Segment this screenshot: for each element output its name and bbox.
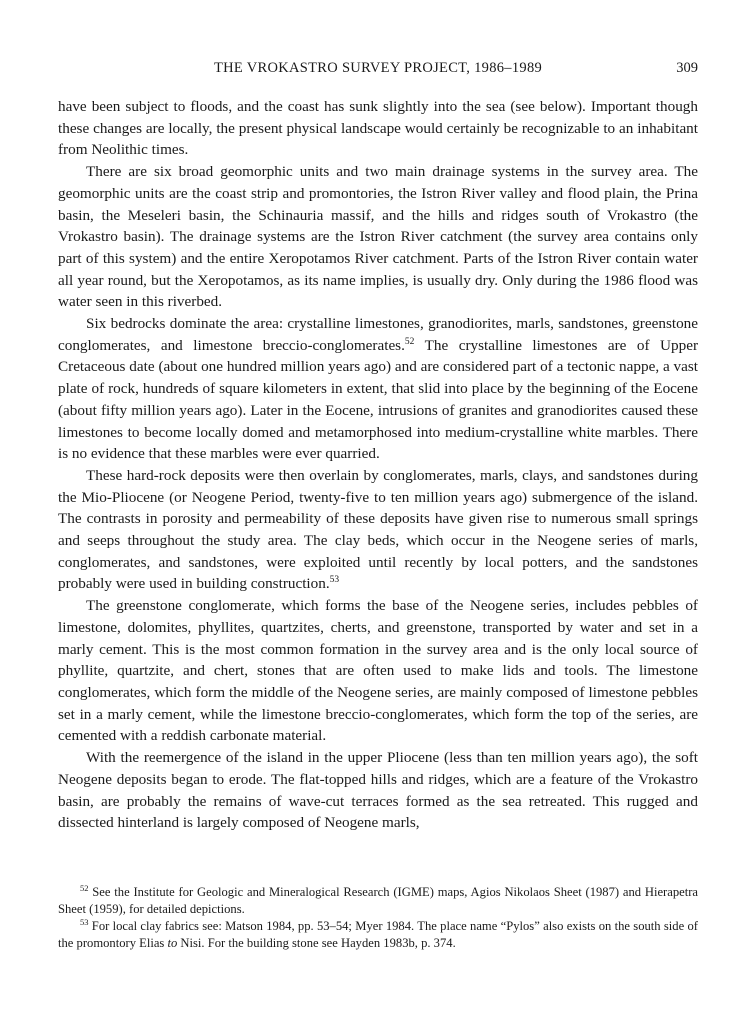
- paragraph-3-text-b: The crystalline limestones are of Upper Cretaceous date (about one hundred million years ago) and are considered part of a tectonic nappe, a vast plate of rock, hundreds of square kilometers in extent, that slid into place by the beginning of the Eocene (about fifty million years ago). Later in the Eocene, intrusions of granites and granodiorites caused these limestones to become locally domed and metamorphosed into medium-crystalline white marbles. There is no evidence that these marbles were ever quarried.: [58, 336, 698, 463]
- running-title: THE VROKASTRO SURVEY PROJECT, 1986–1989: [213, 60, 543, 76]
- paragraph-4-text: These hard-rock deposits were then overlain by conglomerates, marls, clays, and sandstones during the Mio-Pliocene (or Neogene Period, twenty-five to ten million years ago) submergence of the island. The contrasts in porosity and permeability of these deposits have given rise to numerous small springs and seeps throughout the study area. The clay beds, which occur in the Neogene series of marls, conglomerates, and sandstones, were exploited until recently by local potters, and the sandstones probably were used in building construction.: [58, 466, 698, 593]
- footnote-52-number: 52: [80, 882, 89, 893]
- page-number: 309: [676, 60, 698, 76]
- paragraph-3-text-a: Six bedrocks dominate the area: crystalline limestones, granodiorites, marls, sandstones, greenstone conglomerates, and limestone breccio-conglomerates.: [58, 315, 698, 354]
- footnotes: [58, 884, 698, 952]
- paragraph-3: [58, 313, 698, 465]
- footnote-53-number: 53: [80, 916, 89, 927]
- paragraph-6: With the reemergence of the island in the upper Pliocene (less than ten million years ago), the soft Neogene deposits began to erode. The flat-topped hills and ridges, which are a feature of the Vrokastro basin, are probably the remains of wave-cut terraces formed as the sea retreated. This rugged and dissected hinterland is largely composed of Neogene marls,: [58, 749, 698, 832]
- footnote-52-text: See the Institute for Geologic and Mineralogical Research (IGME) maps, Agios Nikolaos Sheet (1987) and Hierapetra Sheet (1959), for detailed depictions.: [58, 885, 698, 916]
- footnote-52: [58, 884, 698, 918]
- running-header: [58, 60, 698, 77]
- paragraph-2: There are six broad geomorphic units and two main drainage systems in the survey area. The geomorphic units are the coast strip and promontories, the Istron River valley and flood plain, the Prina basin, the Meseleri basin, the Schinauria massif, and the hills and ridges south of Vrokastro (the Vrokastro basin). The drainage systems are the Istron River catchment (the survey area contains only part of this system) and the entire Xeropotamos River catchment. Parts of the Istron River contain water all year round, but the Xeropotamos, as its name implies, is usually dry. Only during the 1986 flood was water seen in this riverbed.: [58, 163, 698, 311]
- paragraph-4: [58, 465, 698, 595]
- paragraph-1: have been subject to floods, and the coast has sunk slightly into the sea (see below). Important though these changes are locally, the present physical landscape would certainly be recognizable to an inhabitant from Neolithic times.: [58, 98, 698, 159]
- main-text: [58, 96, 698, 834]
- footnote-53-text-b: Nisi. For the building stone see Hayden 1983b, p. 374.: [177, 936, 456, 950]
- footnote-53-text-a: For local clay fabrics see: Matson 1984, pp. 53–54; Myer 1984. The place name “Pylos” also exists on the south side of the promontory Elias: [58, 919, 698, 950]
- footnote-53-italic: to: [167, 936, 178, 950]
- footnote-ref-52: 52: [404, 336, 415, 347]
- footnote-ref-53: 53: [329, 575, 340, 586]
- footnote-53: [58, 918, 698, 952]
- paragraph-5: The greenstone conglomerate, which forms the base of the Neogene series, includes pebbles of limestone, dolomites, phyllites, quartzites, cherts, and greenstone, transported by water and set in a marly cement. This is the most common formation in the survey area and is the only local source of phyllite, quartzite, and chert, stones that are often used to make lids and tools. The limestone conglomerates, which form the middle of the Neogene series, are mainly composed of limestone pebbles set in a marly cement, while the limestone breccio-conglomerates, which form the top of the series, are cemented with a reddish carbonate material.: [58, 597, 698, 745]
